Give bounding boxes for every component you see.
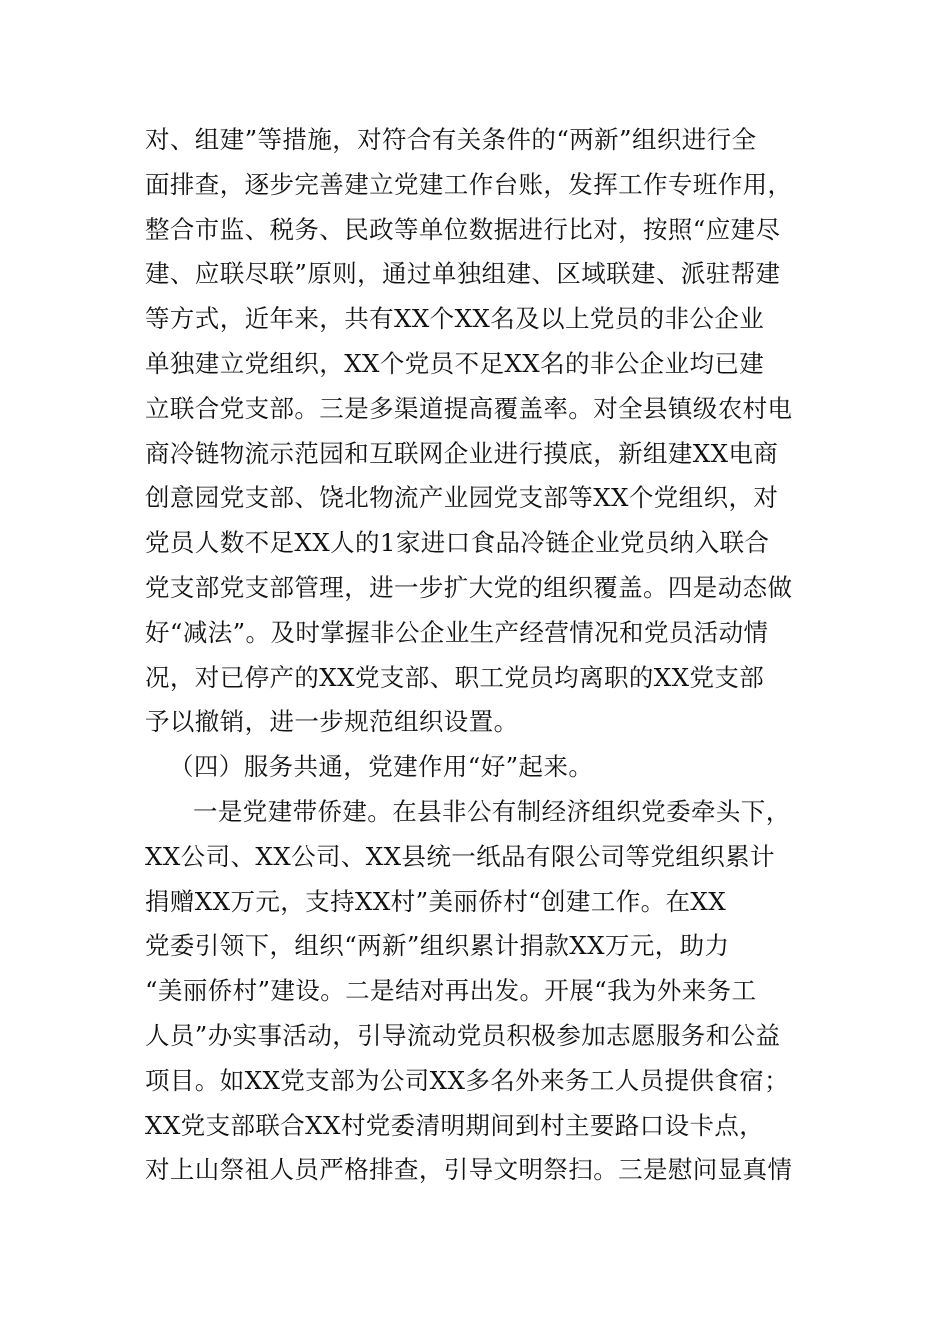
section-heading: （四）服务共通，党建作用“好”起来。: [169, 752, 594, 782]
text-line: “美丽侨村”建设。二是结对再出发。开展“我为外来务工: [145, 976, 757, 1006]
text-line: 商冷链物流示范园和互联网企业进行摸底，新组建XX电商: [145, 438, 779, 468]
text-line: 面排查，逐步完善建立党建工作台账，发挥工作专班作用，: [145, 169, 793, 199]
text-line: 建、应联尽联”原则，通过单独组建、区域联建、派驻帮建: [145, 259, 781, 289]
text-line: 等方式，近年来，共有XX个XX名及以上党员的非公企业: [145, 304, 765, 334]
body-text: [145, 118, 835, 1193]
text-line: 单独建立党组织，XX个党员不足XX名的非公企业均已建: [145, 348, 765, 378]
paragraph-first-line: 一是党建带侨建。在县非公有制经济组织党委牵头下，: [193, 796, 791, 826]
text-line: 况，对已停产的XX党支部、职工党员均离职的XX党支部: [145, 662, 765, 692]
text-line: 捐赠XX万元，支持XX村”美丽侨村“创建工作。在XX: [145, 886, 727, 916]
text-line: 予以撤销，进一步规范组织设置。: [145, 707, 519, 737]
text-line: 对上山祭祖人员严格排查，引导文明祭扫。三是慰问显真情: [145, 1155, 793, 1185]
text-line: 党委引领下，组织“两新”组织累计捐款XX万元，助力: [145, 931, 730, 961]
text-line: 好“减法”。及时掌握非公企业生产经营情况和党员活动情: [145, 617, 769, 647]
text-line: 人员”办实事活动，引导流动党员积极参加志愿服务和公益: [145, 1020, 781, 1050]
text-line: 创意园党支部、饶北物流产业园党支部等XX个党组织，对: [145, 483, 779, 513]
text-line: 项目。如XX党支部为公司XX多名外来务工人员提供食宿；: [145, 1065, 790, 1095]
text-line: 党支部党支部管理，进一步扩大党的组织覆盖。四是动态做: [145, 572, 793, 602]
text-line: XX公司、XX公司、XX县统一纸品有限公司等党组织累计: [145, 841, 775, 871]
text-line: 整合市监、税务、民政等单位数据进行比对，按照“应建尽: [145, 214, 781, 244]
text-line: 对、组建”等措施，对符合有关条件的“两新”组织进行全: [145, 125, 757, 154]
text-line: 立联合党支部。三是多渠道提高覆盖率。对全县镇级农村电: [145, 393, 793, 423]
text-line: XX党支部联合XX村党委清明期间到村主要路口设卡点，: [145, 1110, 765, 1140]
text-line: 党员人数不足XX人的1家进口食品冷链企业党员纳入联合: [145, 528, 770, 558]
